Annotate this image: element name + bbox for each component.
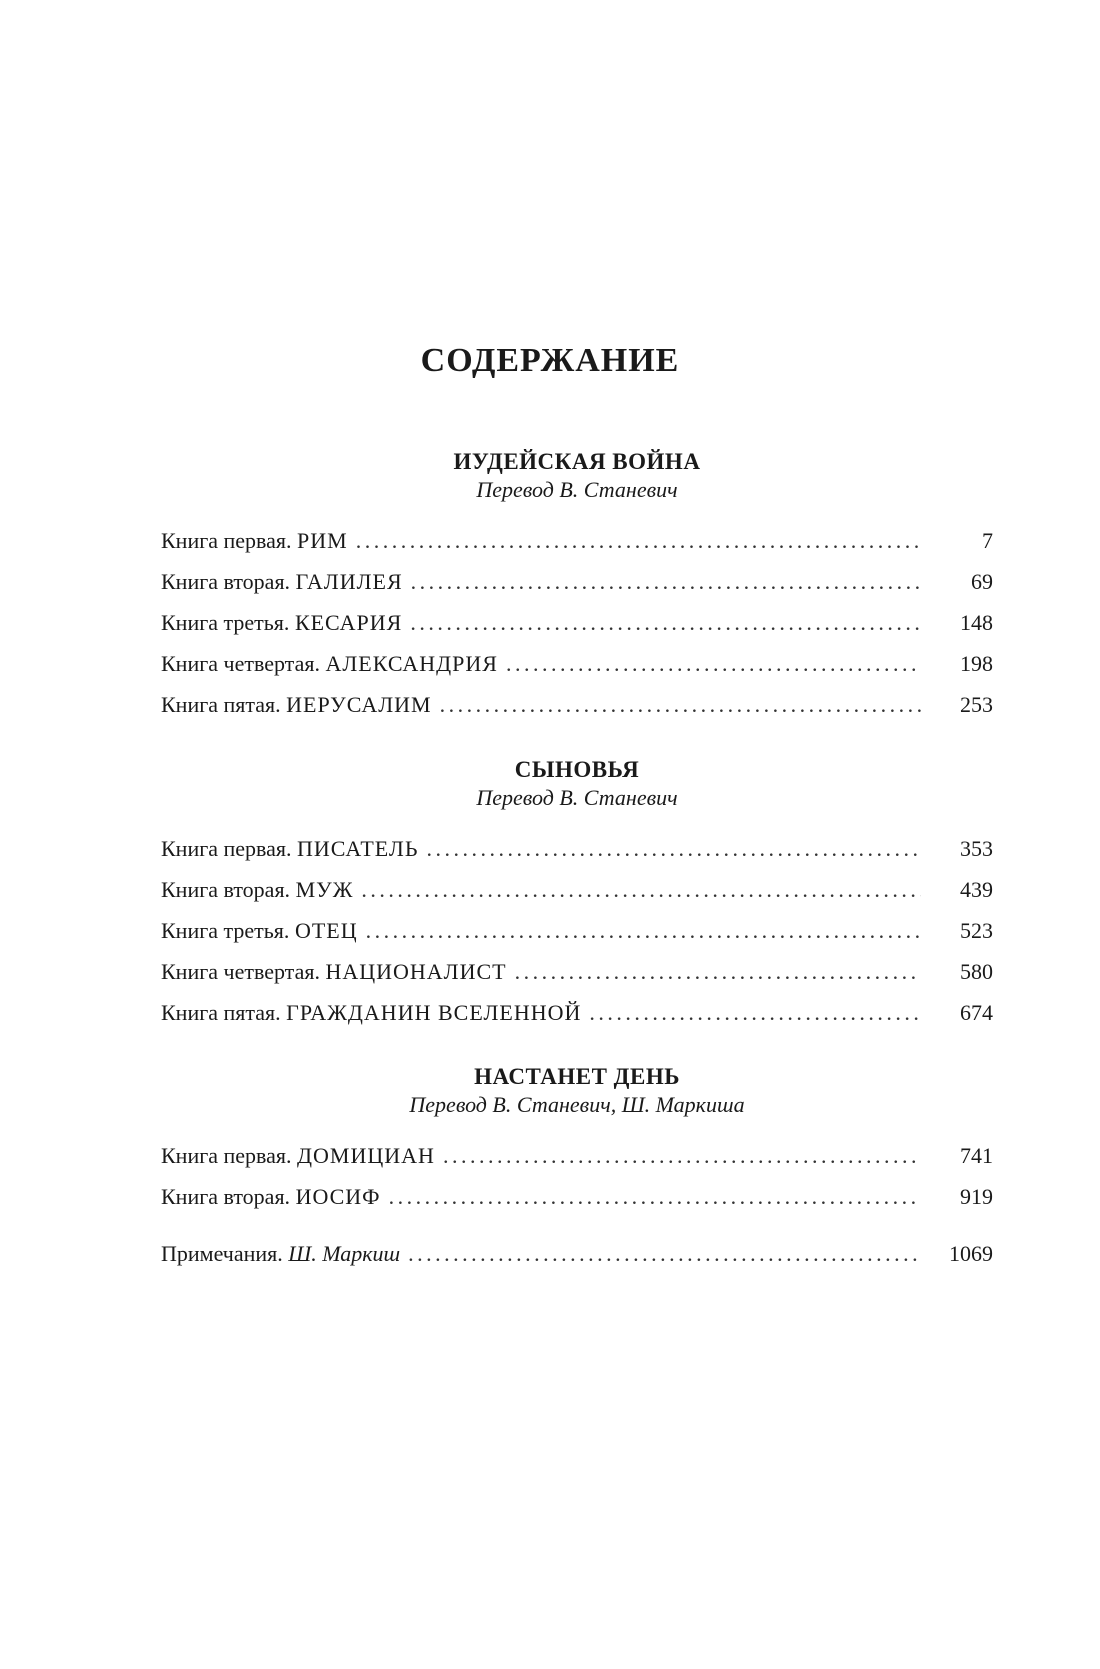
leader-dots <box>356 528 921 554</box>
toc-entry-page: 353 <box>960 836 993 861</box>
toc-entry-label <box>161 528 348 554</box>
toc-entry-name: ГАЛИЛЕЯ <box>295 569 403 594</box>
toc-section-nastanet-den <box>161 1063 993 1225</box>
toc-entry-label <box>161 1000 581 1026</box>
toc-entry[interactable] <box>161 610 993 651</box>
toc-entry-prefix: Книга пятая. <box>161 692 281 717</box>
toc-entry-prefix: Книга третья. <box>161 610 290 635</box>
leader-dots <box>443 1143 921 1169</box>
leader-dots <box>361 877 921 903</box>
toc-entry-name: ПИСАТЕЛЬ <box>297 836 419 861</box>
leader-dots <box>410 610 921 636</box>
toc-entry-label <box>161 1143 435 1169</box>
toc-entry-page: 674 <box>960 1000 993 1025</box>
toc-entry[interactable] <box>161 1143 993 1184</box>
toc-entry-label <box>161 692 432 718</box>
section-heading: СЫНОВЬЯ <box>514 757 640 782</box>
toc-entry[interactable] <box>161 569 993 610</box>
notes-prefix: Примечания. <box>161 1241 283 1266</box>
notes-author: Ш. Маркиш <box>288 1241 401 1266</box>
toc-entry-prefix: Книга первая. <box>161 528 292 553</box>
toc-section-synovya <box>161 756 993 1041</box>
toc-entry-page: 523 <box>960 918 993 943</box>
leader-dots <box>366 918 921 944</box>
toc-entry-page: 580 <box>960 959 993 984</box>
toc-entry-name: ДОМИЦИАН <box>297 1143 435 1168</box>
toc-entry-page: 7 <box>982 528 993 553</box>
toc-entry-prefix: Книга пятая. <box>161 1000 281 1025</box>
toc-entry-name: АЛЕКСАНДРИЯ <box>325 651 498 676</box>
toc-entry-prefix: Книга вторая. <box>161 1184 291 1209</box>
toc-entry-prefix: Книга вторая. <box>161 877 291 902</box>
toc-entry[interactable] <box>161 1000 993 1041</box>
section-translator: Перевод В. Станевич <box>476 477 678 502</box>
toc-entry-page: 741 <box>960 1143 993 1168</box>
toc-entry-page: 1069 <box>949 1241 993 1266</box>
section-translator: Перевод В. Станевич, Ш. Маркиша <box>409 1092 745 1117</box>
toc-entry[interactable] <box>161 877 993 918</box>
toc-entry-prefix: Книга четвертая. <box>161 651 320 676</box>
toc-entry-label <box>161 651 498 677</box>
toc-entry-label <box>161 610 402 636</box>
page-title: СОДЕРЖАНИЕ <box>420 342 680 379</box>
toc-entry[interactable] <box>161 1184 993 1225</box>
toc-entry-name: ОТЕЦ <box>294 918 358 943</box>
leader-dots <box>426 836 921 862</box>
toc-entry-label <box>161 877 353 903</box>
toc-notes <box>161 1241 993 1282</box>
leader-dots <box>589 1000 921 1026</box>
toc-entry-label <box>161 918 358 944</box>
leader-dots <box>408 1241 921 1267</box>
toc-entry-label <box>161 569 403 595</box>
toc-entry-page: 148 <box>960 610 993 635</box>
toc-entry-label <box>161 1241 400 1267</box>
toc-entry[interactable] <box>161 651 993 692</box>
toc-entry-name: ГРАЖДАНИН ВСЕЛЕННОЙ <box>286 1000 582 1025</box>
toc-entry-label <box>161 836 418 862</box>
toc-entry[interactable] <box>161 692 993 733</box>
leader-dots <box>515 959 921 985</box>
leader-dots <box>440 692 921 718</box>
toc-entry-page: 198 <box>960 651 993 676</box>
toc-entry[interactable] <box>161 528 993 569</box>
toc-entry[interactable] <box>161 918 993 959</box>
toc-entry-label <box>161 959 507 985</box>
toc-entry-page: 439 <box>960 877 993 902</box>
section-heading: НАСТАНЕТ ДЕНЬ <box>474 1064 680 1089</box>
toc-section-iudeiskaya-voina <box>161 448 993 733</box>
toc-entry-name: ИОСИФ <box>295 1184 381 1209</box>
toc-entry-prefix: Книга первая. <box>161 1143 292 1168</box>
toc-entry-page: 919 <box>960 1184 993 1209</box>
leader-dots <box>506 651 921 677</box>
toc-entry-name: ИЕРУСАЛИМ <box>286 692 432 717</box>
toc-entry-notes[interactable] <box>161 1241 993 1282</box>
toc-entry-label <box>161 1184 381 1210</box>
toc-entry[interactable] <box>161 959 993 1000</box>
toc-entry-name: РИМ <box>297 528 348 553</box>
toc-entry-name: МУЖ <box>295 877 354 902</box>
section-heading: ИУДЕЙСКАЯ ВОЙНА <box>453 449 701 474</box>
leader-dots <box>411 569 921 595</box>
toc-entry-prefix: Книга первая. <box>161 836 292 861</box>
toc-entry[interactable] <box>161 836 993 877</box>
toc-entry-prefix: Книга вторая. <box>161 569 291 594</box>
toc-entry-prefix: Книга третья. <box>161 918 290 943</box>
toc-entry-page: 69 <box>971 569 993 594</box>
toc-entry-prefix: Книга четвертая. <box>161 959 320 984</box>
leader-dots <box>389 1184 921 1210</box>
section-translator: Перевод В. Станевич <box>476 785 678 810</box>
toc-entry-name: НАЦИОНАЛИСТ <box>325 959 507 984</box>
toc-entry-page: 253 <box>960 692 993 717</box>
toc-entry-name: КЕСАРИЯ <box>294 610 403 635</box>
